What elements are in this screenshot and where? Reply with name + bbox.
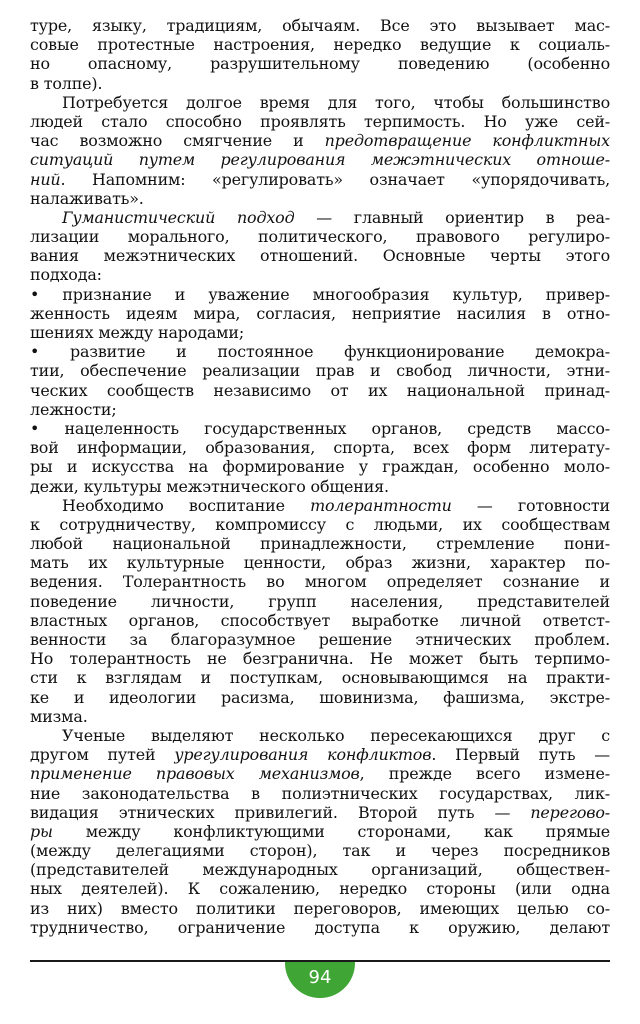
text-line: [30, 764, 610, 783]
text-line: [30, 304, 610, 323]
text-line: [30, 150, 610, 169]
text-segment: лежности;: [30, 399, 117, 419]
text-segment: мать их культурные ценности, образ жизни, характер по-: [30, 553, 610, 573]
text-line: [30, 477, 610, 496]
text-segment: к сотрудничеству, компромиссу с людьми, их сообществам: [30, 514, 610, 534]
text-segment: Но толерантность не безгранична. Не может быть терпимо-: [30, 649, 610, 669]
italic-text: урегулирования конфликтов: [174, 745, 432, 765]
text-line: [30, 131, 610, 150]
text-segment: совые протестные настроения, нередко ведущие к социаль-: [30, 35, 610, 55]
text-segment: . Напомним: «регулировать» означает «упорядочивать,: [60, 169, 610, 189]
text-segment: , прежде всего измене-: [359, 764, 610, 784]
text-line: [30, 323, 610, 342]
text-line: [30, 400, 610, 419]
text-line: [30, 361, 610, 380]
text-segment: туре, языку, традициям, обычаям. Все это вызывает мас-: [30, 16, 610, 35]
text-segment: час возможно смягчение и: [30, 131, 325, 151]
text-line: [30, 668, 610, 687]
text-line: [30, 457, 610, 476]
text-segment: сти к взглядам и поступкам, основывающимся на практи-: [30, 668, 610, 688]
text-line: [30, 611, 610, 630]
text-line: [30, 745, 610, 764]
text-line: [30, 784, 610, 803]
text-line: [30, 822, 610, 841]
text-line: [30, 438, 610, 457]
text-line: [30, 534, 610, 553]
text-line: [30, 246, 610, 265]
text-segment: подхода:: [30, 265, 102, 285]
text-segment: . Первый путь —: [431, 745, 610, 765]
text-line: [30, 265, 610, 284]
text-line: [30, 74, 610, 93]
text-segment: Потребуется долгое время для того, чтобы большинство: [62, 92, 610, 112]
text-line: [30, 592, 610, 611]
text-line: [30, 879, 610, 898]
body-text: [30, 16, 610, 937]
text-line: [30, 16, 610, 35]
text-line: [30, 860, 610, 879]
text-line: [30, 189, 610, 208]
italic-text: перегово-: [530, 802, 610, 822]
text-segment: поведение личности, групп населения, представителей: [30, 591, 610, 611]
text-segment: людей стало способно проявлять терпимость. Но уже сей-: [30, 111, 610, 131]
italic-text: ситуаций путем регулирования межэтнических отноше-: [30, 150, 610, 170]
text-segment: (между делегациями сторон), так и через посредников: [30, 841, 610, 861]
text-segment: венности за благоразумное решение этнических проблем.: [30, 630, 610, 649]
text-line: [30, 285, 610, 304]
text-segment: вания межэтнических отношений. Основные черты этого: [30, 246, 610, 266]
text-segment: налаживать».: [30, 188, 144, 208]
text-line: [30, 918, 610, 937]
text-segment: • признание и уважение многообразия культур, привер-: [30, 284, 610, 304]
text-line: [30, 381, 610, 400]
page-number: 94: [285, 962, 355, 998]
text-segment: вой информации, образования, спорта, всех форм литерату-: [30, 438, 610, 458]
text-line: [30, 419, 610, 438]
text-segment: любой национальной принадлежности, стремление пони-: [30, 534, 610, 554]
text-segment: из них) вместо политики переговоров, имеющих целью со-: [30, 898, 610, 918]
text-line: [30, 630, 610, 649]
text-line: [30, 35, 610, 54]
text-segment: Ученые выделяют несколько пересекающихся друг с: [62, 725, 610, 745]
text-line: [30, 496, 610, 515]
text-line: [30, 841, 610, 860]
text-segment: между конфликтующими сторонами, как прямые: [52, 821, 610, 841]
text-segment: (представителей международных организаций, обществен-: [30, 860, 610, 880]
text-line: [30, 726, 610, 745]
text-line: [30, 170, 610, 189]
text-line: [30, 112, 610, 131]
text-line: [30, 93, 610, 112]
text-segment: ние законодательства в полиэтнических государствах, лик-: [30, 783, 610, 803]
text-segment: ке и идеологии расизма, шовинизма, фашизма, экстре-: [30, 687, 610, 707]
text-line: [30, 649, 610, 668]
text-segment: шениях между народами;: [30, 323, 245, 342]
text-segment: ры и искусства на формирование у граждан, особенно моло-: [30, 457, 610, 477]
text-segment: дежи, культуры межэтнического общения.: [30, 476, 389, 496]
text-line: [30, 342, 610, 361]
italic-text: ры: [30, 821, 53, 841]
text-line: [30, 899, 610, 918]
text-segment: ведения. Толерантность во многом определяет сознание и: [30, 572, 610, 592]
text-segment: лизации морального, политического, правового регулиро-: [30, 227, 610, 247]
text-line: [30, 572, 610, 591]
text-line: [30, 515, 610, 534]
text-segment: властных органов, способствует выработке личной ответст-: [30, 610, 610, 630]
text-segment: Необходимо воспитание: [62, 495, 311, 515]
italic-text: толерантности: [310, 495, 452, 515]
text-line: [30, 688, 610, 707]
text-segment: в толпе).: [30, 73, 103, 93]
italic-text: применение правовых механизмов: [30, 764, 360, 784]
text-line: [30, 227, 610, 246]
text-segment: — главный ориентир в реа-: [294, 207, 610, 227]
text-line: [30, 803, 610, 822]
text-line: [30, 54, 610, 73]
text-segment: тии, обеспечение реализации прав и свобод личности, этни-: [30, 361, 610, 381]
text-segment: ных деятелей). К сожалению, нередко стороны (или одна: [30, 879, 610, 899]
text-line: [30, 553, 610, 572]
text-segment: видация этнических привилегий. Второй путь —: [30, 802, 531, 822]
text-line: [30, 707, 610, 726]
text-segment: женность идеям мира, согласия, неприятие насилия в отно-: [30, 303, 610, 323]
text-segment: • нацеленность государственных органов, средств массо-: [30, 418, 610, 438]
text-line: [30, 208, 610, 227]
italic-text: предотвращение конфликтных: [324, 131, 610, 151]
text-segment: — готовности: [451, 495, 610, 515]
text-segment: ческих сообществ независимо от их национальной принад-: [30, 380, 610, 400]
text-segment: • развитие и постоянное функционирование демокра-: [30, 342, 610, 362]
text-segment: другом путей: [30, 745, 175, 765]
italic-text: Гуманистический подход: [62, 207, 295, 227]
text-segment: мизма.: [30, 706, 88, 726]
italic-text: ний: [30, 169, 61, 189]
text-segment: трудничество, ограничение доступа к оружию, делают: [30, 917, 610, 937]
text-segment: но опасному, разрушительному поведению (особенно: [30, 54, 610, 74]
